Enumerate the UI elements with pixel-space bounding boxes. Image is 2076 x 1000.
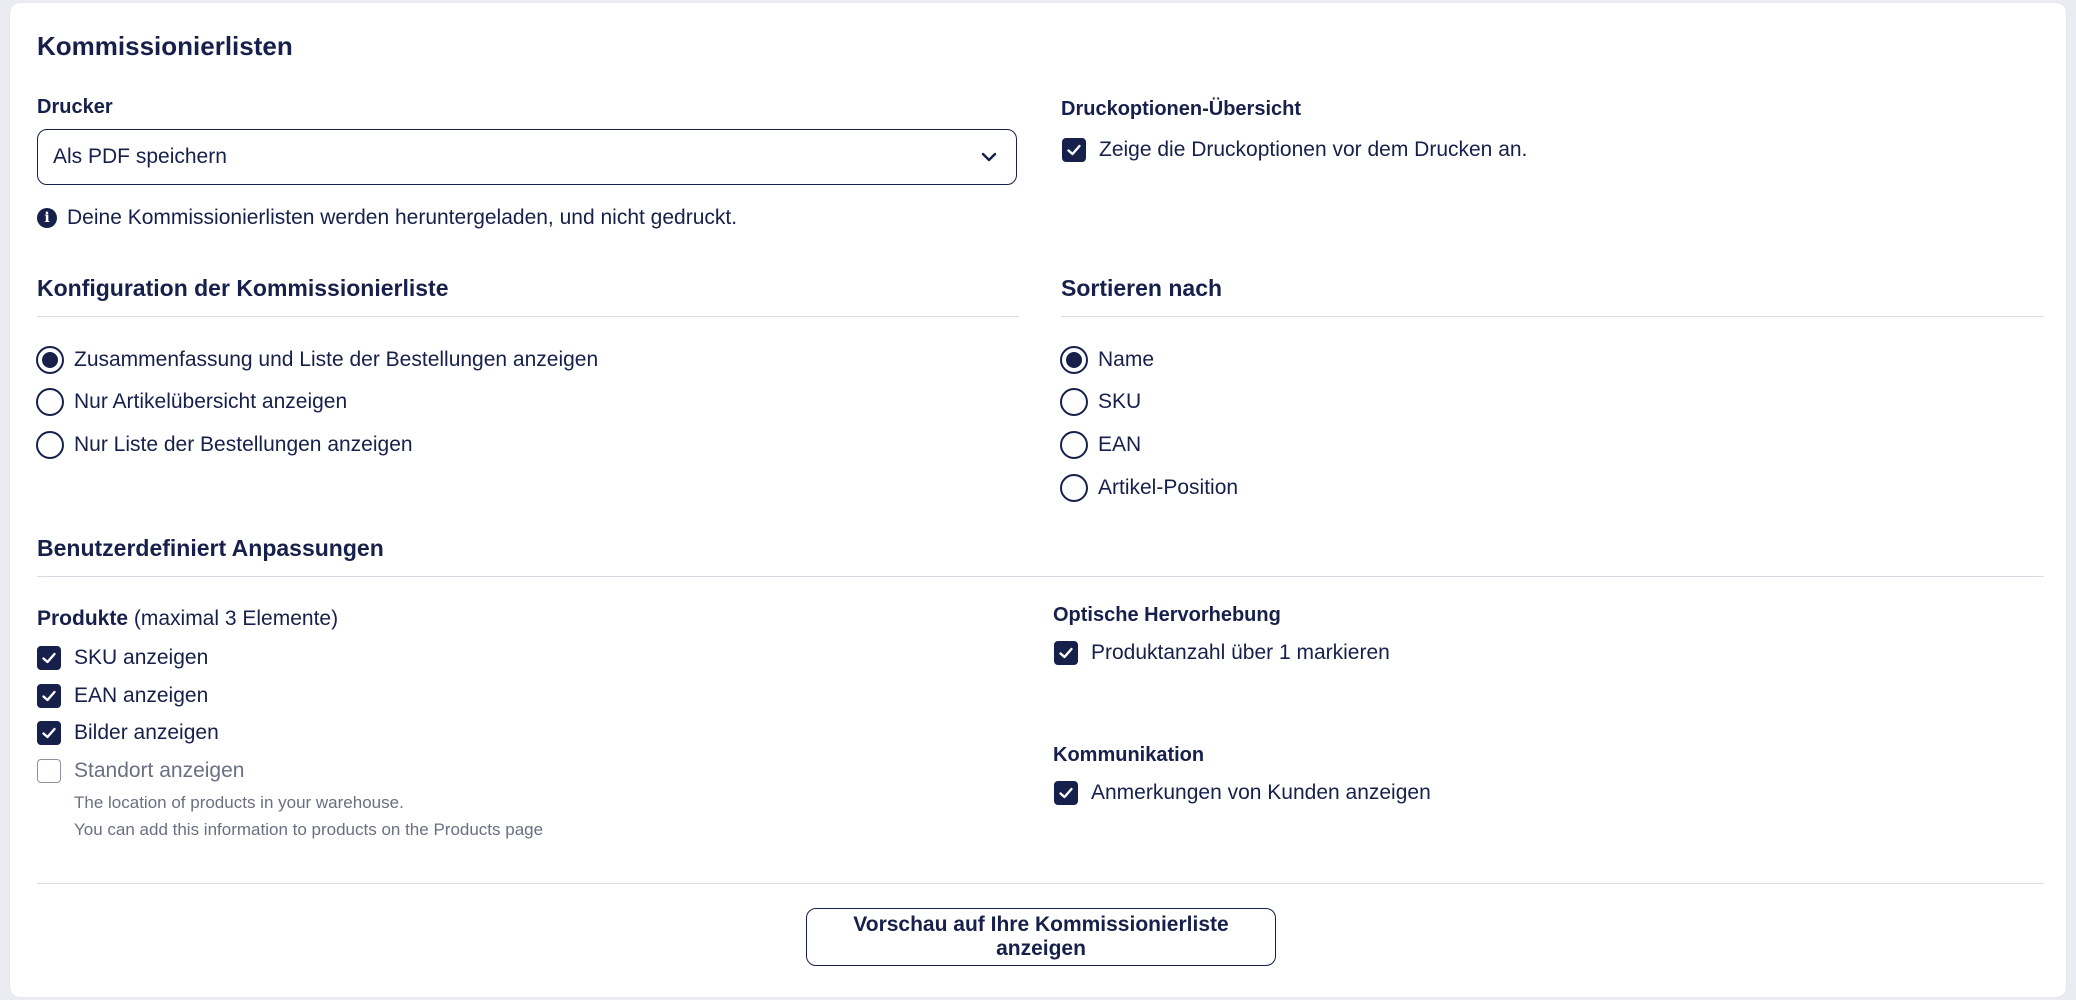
footer-divider [37, 883, 2044, 884]
sort-option-position[interactable] [1060, 474, 1238, 502]
config-option-label: Nur Liste der Bestellungen anzeigen [74, 433, 413, 456]
configuration-divider [37, 316, 1019, 317]
sort-option-name[interactable] [1060, 346, 1154, 374]
sort-option-label: EAN [1098, 433, 1142, 456]
radio-unselected[interactable] [1060, 431, 1088, 459]
config-option-items-only[interactable] [36, 388, 347, 416]
products-heading [37, 607, 338, 631]
checkmark-icon [1066, 142, 1082, 158]
communication-label: Kommunikation [1053, 744, 1205, 766]
custom-divider [37, 576, 2044, 577]
products-hint: (maximal 3 Elemente) [133, 607, 339, 630]
sort-title: Sortieren nach [1061, 275, 1223, 301]
checkbox-label: SKU anzeigen [74, 646, 209, 669]
highlight-label: Optische Hervorhebung [1053, 604, 1281, 626]
sort-option-sku[interactable] [1060, 388, 1141, 416]
checkbox-checked[interactable] [37, 684, 61, 708]
info-icon: i [37, 208, 57, 228]
checkmark-icon [41, 725, 57, 741]
configuration-title: Konfiguration der Kommissionierliste [37, 275, 449, 301]
products-sku-checkbox-row[interactable] [37, 646, 208, 670]
print-options-checkbox-row[interactable] [1062, 138, 1527, 162]
checkbox-checked[interactable] [1062, 138, 1086, 162]
sort-divider [1061, 316, 2044, 317]
checkbox-checked[interactable] [37, 646, 61, 670]
custom-title: Benutzerdefiniert Anpassungen [37, 535, 384, 561]
products-images-checkbox-row[interactable] [37, 721, 219, 745]
printer-info [37, 206, 737, 230]
location-help-line-1: The location of products in your warehouse. [74, 793, 404, 812]
config-option-summary[interactable] [36, 346, 598, 374]
checkbox-unchecked[interactable] [37, 759, 61, 783]
checkbox-checked[interactable] [37, 721, 61, 745]
config-option-label: Zusammenfassung und Liste der Bestellungen anzeigen [74, 348, 599, 371]
products-location-checkbox-row[interactable] [37, 759, 244, 783]
radio-unselected[interactable] [1060, 388, 1088, 416]
page-title: Kommissionierlisten [37, 31, 293, 61]
checkbox-label: EAN anzeigen [74, 684, 209, 707]
checkmark-icon [1058, 785, 1074, 801]
chevron-down-icon [980, 148, 998, 166]
location-help-line-2: You can add this information to products on the Products page [74, 820, 544, 839]
checkmark-icon [1058, 645, 1074, 661]
radio-unselected[interactable] [36, 431, 64, 459]
checkbox-label: Produktanzahl über 1 markieren [1091, 641, 1390, 664]
print-options-checkbox-label: Zeige die Druckoptionen vor dem Drucken an. [1099, 138, 1528, 161]
print-options-label: Druckoptionen-Übersicht [1061, 98, 1302, 120]
communication-checkbox-row[interactable] [1054, 781, 1431, 805]
checkmark-icon [41, 688, 57, 704]
products-ean-checkbox-row[interactable] [37, 684, 208, 708]
printer-select-value: Als PDF speichern [53, 145, 227, 168]
radio-selected[interactable] [36, 346, 64, 374]
preview-picklist-button[interactable]: Vorschau auf Ihre Kommissionierliste anzeigen [806, 908, 1276, 966]
checkbox-checked[interactable] [1054, 781, 1078, 805]
checkbox-label: Bilder anzeigen [74, 721, 219, 744]
sort-option-ean[interactable] [1060, 431, 1141, 459]
checkmark-icon [41, 650, 57, 666]
printer-info-text: Deine Kommissionierlisten werden heruntergeladen, und nicht gedruckt. [67, 206, 738, 229]
config-option-orders-only[interactable] [36, 431, 413, 459]
radio-unselected[interactable] [36, 388, 64, 416]
printer-select[interactable] [37, 129, 1017, 185]
highlight-checkbox-row[interactable] [1054, 641, 1390, 665]
radio-selected[interactable] [1060, 346, 1088, 374]
printer-label: Drucker [37, 96, 113, 118]
sort-option-label: Name [1098, 348, 1155, 371]
checkbox-checked[interactable] [1054, 641, 1078, 665]
sort-option-label: Artikel-Position [1098, 476, 1239, 499]
sort-option-label: SKU [1098, 390, 1142, 413]
checkbox-label: Anmerkungen von Kunden anzeigen [1091, 781, 1431, 804]
radio-unselected[interactable] [1060, 474, 1088, 502]
config-option-label: Nur Artikelübersicht anzeigen [74, 390, 348, 413]
products-label: Produkte [37, 607, 129, 630]
checkbox-label: Standort anzeigen [74, 759, 245, 782]
